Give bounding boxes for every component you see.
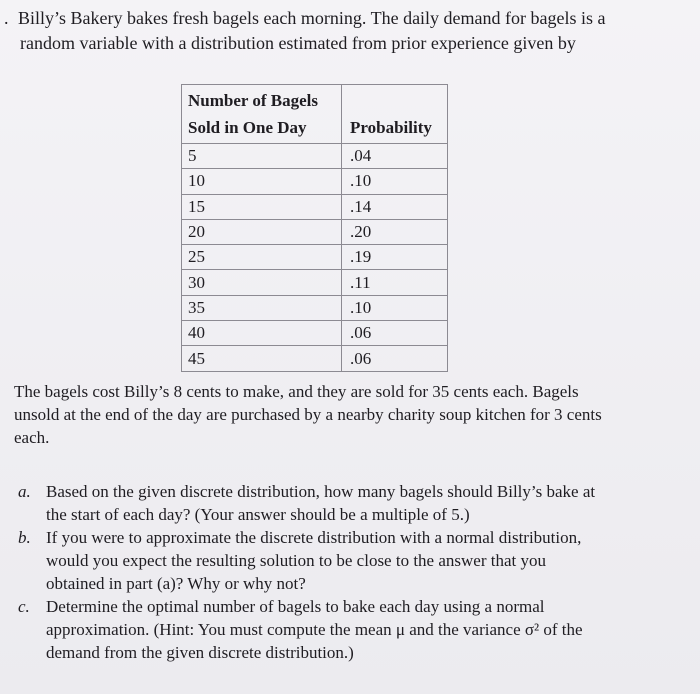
cost-line-2: unsold at the end of the day are purchased by a nearby charity soup kitchen for 3 cents [14, 405, 602, 424]
part-c-line-1: Determine the optimal number of bagels to bake each day using a normal [46, 597, 545, 616]
part-a-line-2: the start of each day? (Your answer should be a multiple of 5.) [46, 505, 470, 524]
part-a-text [46, 482, 595, 524]
cost-line-3: each. [14, 428, 50, 447]
part-b-line-2: would you expect the resulting solution to be close to the answer that you [46, 551, 546, 570]
bagels-cell: 25 [182, 245, 342, 270]
cost-line-1: The bagels cost Billy’s 8 cents to make, and they are sold for 35 cents each. Bagels [14, 382, 579, 401]
probability-cell: .20 [342, 219, 448, 244]
table-row [182, 270, 448, 295]
part-a-line-1: Based on the given discrete distribution, how many bagels should Billy’s bake at [46, 482, 596, 501]
list-item [14, 480, 664, 526]
part-b-line-1: If you were to approximate the discrete distribution with a normal distribution, [46, 528, 582, 547]
bagels-cell: 10 [182, 169, 342, 194]
probability-cell: .10 [342, 169, 448, 194]
table-row [182, 144, 448, 169]
part-b-line-3: obtained in part (a)? Why or why not? [46, 574, 306, 593]
header-probability-label: Probability [350, 118, 432, 137]
bagels-cell: 15 [182, 194, 342, 219]
part-c-text [46, 597, 583, 662]
table-row [182, 321, 448, 346]
probability-cell: .19 [342, 245, 448, 270]
header-bagels-sold [182, 85, 342, 144]
table-header-row [182, 85, 448, 144]
table-row [182, 219, 448, 244]
part-a-marker: a. [18, 482, 31, 501]
header-bagels-line-1: Number of Bagels [188, 91, 319, 110]
bagels-cell: 5 [182, 144, 342, 169]
table-row [182, 295, 448, 320]
header-probability [342, 85, 448, 144]
part-b-marker: b. [18, 528, 31, 547]
probability-cell: .14 [342, 194, 448, 219]
bagels-cell: 20 [182, 219, 342, 244]
demand-distribution-table [181, 84, 448, 372]
intro-paragraph [4, 6, 694, 56]
part-b-text [46, 528, 581, 593]
bagels-cell: 45 [182, 346, 342, 371]
probability-cell: .06 [342, 346, 448, 371]
table-row [182, 346, 448, 371]
part-c-line-3: demand from the given discrete distribution.) [46, 643, 354, 662]
bagels-cell: 40 [182, 321, 342, 346]
table-row [182, 194, 448, 219]
question-parts-list [14, 480, 664, 664]
bagels-cell: 35 [182, 295, 342, 320]
intro-line-1: Billy’s Bakery bakes fresh bagels each morning. The daily demand for bagels is a [18, 8, 606, 28]
bagels-cell: 30 [182, 270, 342, 295]
list-item [14, 595, 664, 664]
table-row [182, 169, 448, 194]
table-row [182, 245, 448, 270]
list-item [14, 526, 664, 595]
probability-cell: .06 [342, 321, 448, 346]
part-c-line-2: approximation. (Hint: You must compute the mean μ and the variance σ² of the [46, 620, 583, 639]
probability-cell: .11 [342, 270, 448, 295]
part-c-marker: c. [18, 597, 30, 616]
intro-bullet: . [4, 8, 9, 28]
probability-cell: .04 [342, 144, 448, 169]
header-bagels-line-2: Sold in One Day [188, 118, 307, 137]
cost-paragraph [14, 380, 674, 449]
intro-line-2: random variable with a distribution estimated from prior experience given by [20, 33, 576, 53]
probability-cell: .10 [342, 295, 448, 320]
